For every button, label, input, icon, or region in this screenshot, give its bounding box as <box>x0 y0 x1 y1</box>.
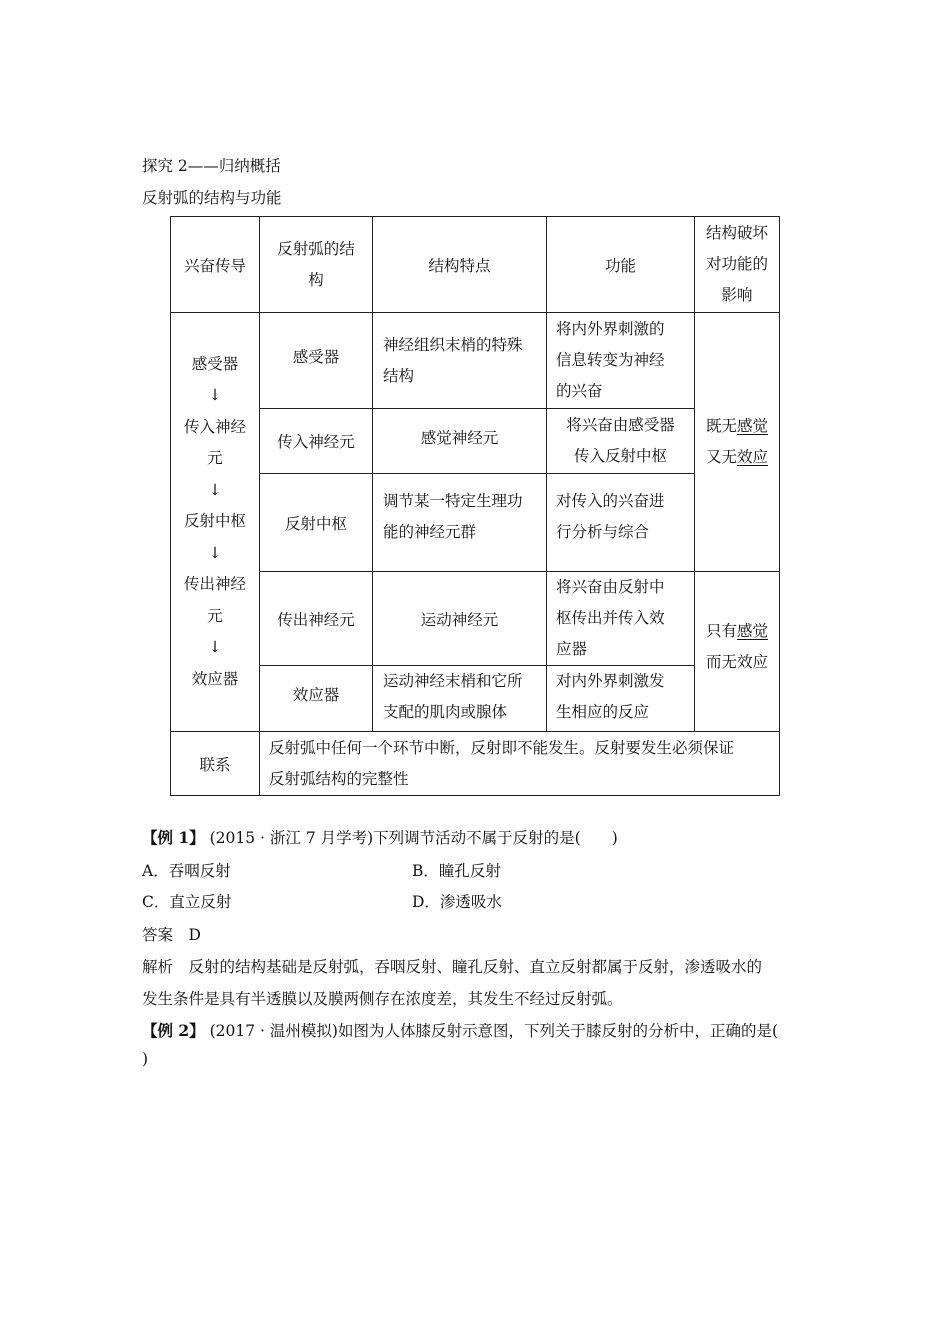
flow-receptor: 感受器 <box>191 354 239 373</box>
answer: 答案 D <box>142 926 201 944</box>
down-arrow-icon: ↓ <box>208 543 222 562</box>
header-feature: 结构特点 <box>428 256 491 275</box>
example2-question <box>142 1019 778 1041</box>
down-arrow-icon: ↓ <box>208 638 222 657</box>
table-border <box>779 216 780 796</box>
option-c: C．直立反射 <box>142 893 232 911</box>
example1-tag: 【例 1】 <box>142 828 205 847</box>
impact-motor-side: 只有感觉 而无效应 <box>705 622 769 671</box>
option-b: B．瞳孔反射 <box>412 862 501 880</box>
analysis-line-1: 解析 反射的结构基础是反射弧，吞咽反射、瞳孔反射、直立反射都属于反射，渗透吸水的 <box>142 958 763 976</box>
table-border <box>170 795 780 796</box>
row-name-receptor: 感受器 <box>292 347 340 366</box>
row-name-afferent: 传入神经元 <box>277 433 355 451</box>
flow-effector: 效应器 <box>191 669 239 688</box>
option-d: D．渗透吸水 <box>412 893 502 911</box>
header-impact: 结构破坏 对功能的 影响 <box>705 224 768 304</box>
example2-stem-end: ) <box>142 1050 149 1068</box>
analysis-line-2: 发生条件是具有半透膜以及膜两侧存在浓度差，其发生不经过反射弧。 <box>142 990 623 1008</box>
impact-sensory-side: 既无感觉 又无效应 <box>705 417 769 466</box>
example2-tag: 【例 2】 <box>142 1021 205 1040</box>
flow-afferent: 传入神经 <box>183 417 246 436</box>
example2-stem: (2017 · 温州模拟)如图为人体膝反射示意图，下列关于膝反射的分析中，正确的是( <box>209 1022 778 1040</box>
row-function-receptor: 将内外界刺激的 信息转变为神经 的兴奋 <box>556 320 665 400</box>
row-name-efferent: 传出神经元 <box>277 610 355 629</box>
flow-afferent-2: 元 <box>207 449 223 468</box>
row-function-effector: 对内外界刺激发 生相应的反应 <box>556 671 665 721</box>
table-title: 反射弧的结构与功能 <box>142 189 282 207</box>
row-function-afferent: 将兴奋由感受器 传入反射中枢 <box>566 416 675 465</box>
down-arrow-icon: ↓ <box>208 386 222 405</box>
flow-center: 反射中枢 <box>183 512 246 531</box>
row-feature-afferent: 感觉神经元 <box>420 429 499 447</box>
flow-efferent: 传出神经 <box>183 575 246 594</box>
relation-text: 反射弧中任何一个环节中断，反射即不能发生。反射要发生必须保证 反射弧结构的完整性 <box>269 738 735 788</box>
row-function-center: 对传入的兴奋进 行分析与综合 <box>556 492 665 541</box>
header-function: 功能 <box>604 256 636 275</box>
example1-question <box>142 826 618 848</box>
example1-stem: (2015 · 浙江 7 月学考)下列调节活动不属于反射的是( ) <box>209 829 618 847</box>
section-heading: 探究 2——归纳概括 <box>142 157 281 175</box>
row-function-efferent: 将兴奋由反射中 枢传出并传入效 应器 <box>556 578 665 658</box>
row-feature-effector: 运动神经末梢和它所 支配的肌肉或腺体 <box>383 671 523 721</box>
option-a: A．吞咽反射 <box>142 862 231 880</box>
row-feature-center: 调节某一特定生理功 能的神经元群 <box>383 492 523 541</box>
header-conduction: 兴奋传导 <box>183 256 246 275</box>
down-arrow-icon: ↓ <box>208 480 222 499</box>
conduction-flow <box>171 313 259 731</box>
row-feature-efferent: 运动神经元 <box>420 610 499 629</box>
flow-efferent-2: 元 <box>207 606 223 625</box>
row-name-effector: 效应器 <box>292 686 340 704</box>
header-structure: 反射弧的结 构 <box>277 239 355 289</box>
relation-label: 联系 <box>199 755 231 774</box>
row-feature-receptor: 神经组织末梢的特殊 结构 <box>383 335 523 385</box>
row-name-center: 反射中枢 <box>284 514 347 533</box>
